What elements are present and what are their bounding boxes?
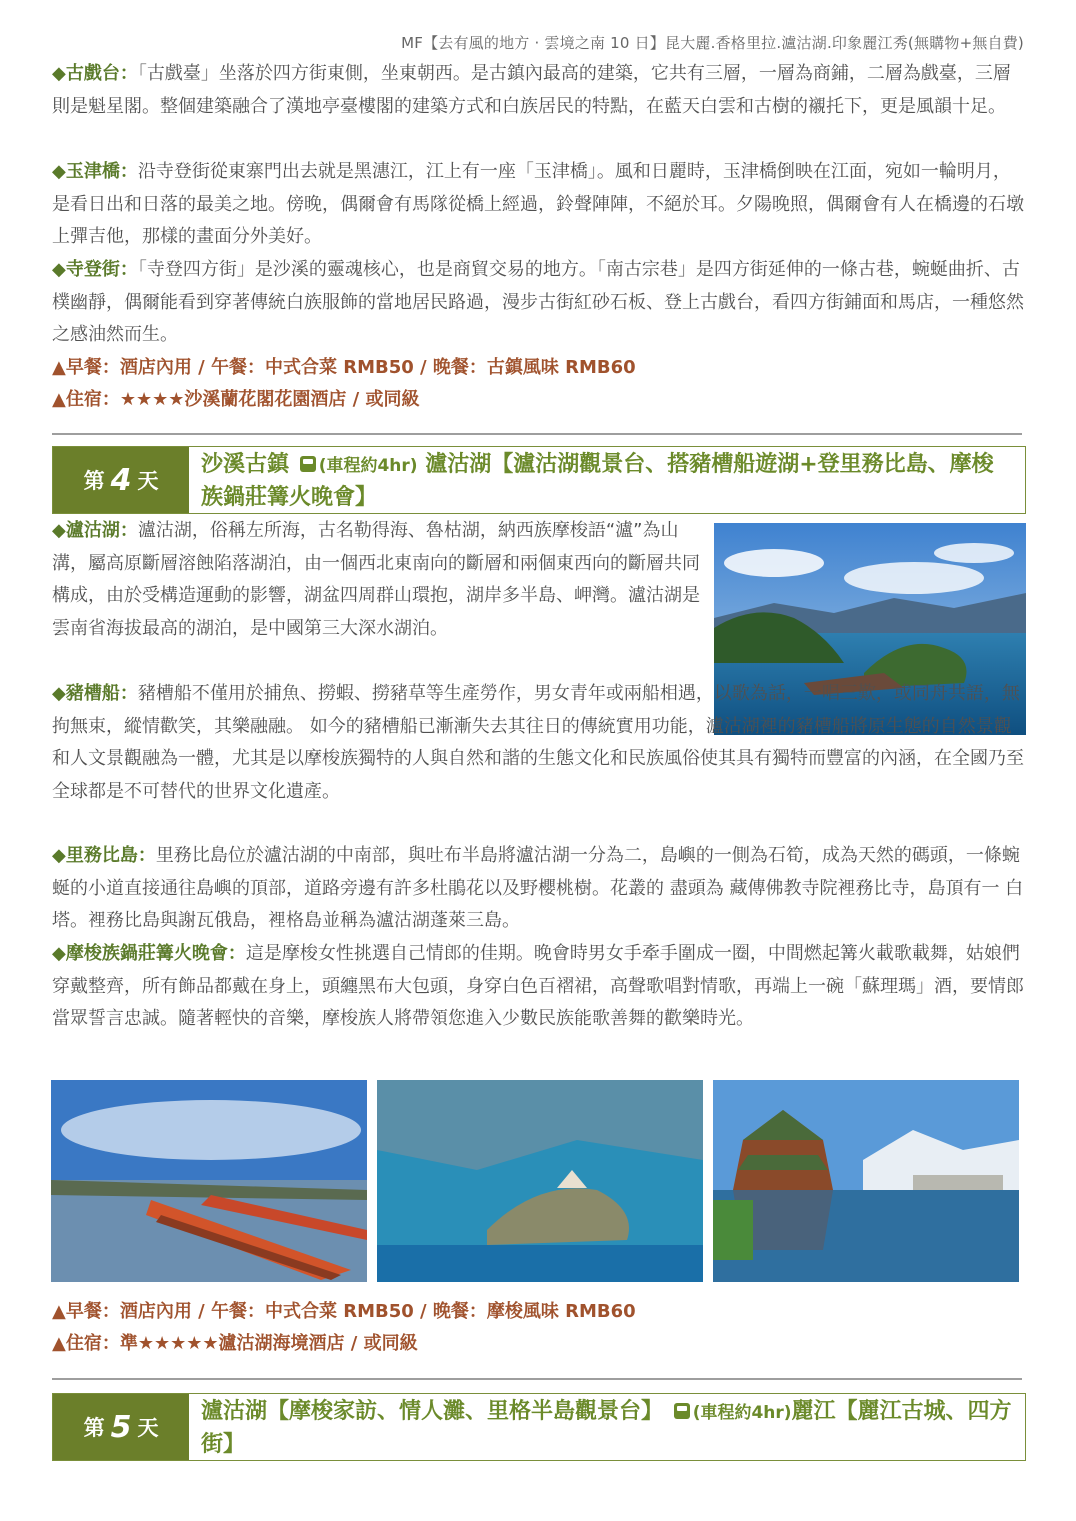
day3-meals: ▲早餐：酒店內用 / 午餐：中式合菜 RMB50 / 晚餐：古鎮風味 RMB60 [52,357,636,378]
day3-hotel: ▲住宿：★★★★沙溪蘭花閣花園酒店 / 或同級 [52,389,420,410]
day4-header [52,446,1026,514]
diamond-bullet-icon: ◆ [52,845,66,866]
day4-meals: ▲早餐：酒店內用 / 午餐：中式合菜 RMB50 / 晚餐：摩梭風味 RMB60 [52,1301,636,1322]
day4-hotel: ▲住宿：準★★★★★瀘沽湖海境酒店 / 或同級 [52,1333,418,1354]
item-old-stage [52,58,1026,123]
item-pig-trough-boat [52,678,1026,808]
day4-title [189,447,1025,513]
day-badge-prefix: 第 [83,1416,105,1440]
item-liwubi-island [52,840,1026,938]
item-sideng-street [52,254,1026,352]
item-text: 「寺登四方街」是沙溪的靈魂核心，也是商貿交易的地方。「南古宗巷」是四方街延伸的一條古巷，蜿蜒曲折、古樸幽靜，偶爾能看到穿著傳統白族服飾的當地居民路過，漫步古街紅砂石板、登上古戲台，看四方街鋪面和馬店，一種悠然之感油然而生。 [52,259,1024,345]
day-title-part: 沙溪古鎮 [201,452,290,477]
day-title-part: 麗江【麗江古城、四方街】 [201,1399,1012,1457]
section-divider [52,1378,1022,1380]
day-badge-number: 5 [110,1409,132,1445]
item-term: 豬槽船： [65,683,138,704]
day-title-part: 瀘沽湖【瀘沽湖觀景台、搭豬槽船遊湖+登里務比島、摩梭族鍋莊篝火晚會】 [201,452,994,510]
day-badge-number: 4 [110,462,132,498]
diamond-bullet-icon: ◆ [52,683,66,704]
diamond-bullet-icon: ◆ [52,63,66,84]
section-divider [52,433,1022,435]
item-term: 摩梭族鍋莊篝火晚會： [65,943,246,964]
day5-header [52,1393,1026,1461]
item-term: 瀘沽湖： [65,520,138,541]
boats-photo [51,1080,367,1282]
item-yujin-bridge [52,156,1026,254]
item-text: 里務比島位於瀘沽湖的中南部，與吐布半島將瀘沽湖一分為二，島嶼的一側為石筍，成為天然的碼頭，一條蜿蜒的小道直接通往島嶼的頂部，道路旁邊有許多杜鵑花以及野櫻桃樹。花叢的 盡頭為 藏傳佛教寺院裡務比寺，島頂有一 白塔。裡務比島與謝瓦俄島，裡格島並稱為瀘沽湖蓬萊三島。 [52,845,1024,931]
bus-icon [300,456,316,472]
running-header: MF【去有風的地方 · 雲境之南 10 日】昆大麗.香格里拉.瀘沽湖.印象麗江秀(無購物+無自費) [401,34,1024,52]
day5-title [189,1394,1025,1460]
item-text: 豬槽船不僅用於捕魚、撈蝦、撈豬草等生產勞作，男女青年或兩船相遇，以歌為話，一唱三歎，或同舟共語，無拘無束，縱情歡笑，其樂融融。 如今的豬槽船已漸漸失去其往日的傳統實用功能，瀘沽湖裡的豬槽船將原生態的自然景觀和人文景觀融為一體，尤其是以摩梭族獨特的人與自然和諧的生態文化和民族風俗使其具有獨特而豐富的內涵，在全國乃至全球都是不可替代的世界文化遺產。 [52,683,1024,802]
diamond-bullet-icon: ◆ [52,259,66,280]
item-bonfire-party [52,938,1026,1036]
item-text: 瀘沽湖，俗稱左所海，古名勒得海、魯枯湖，納西族摩梭語“瀘”為山溝，屬高原斷層溶蝕陷落湖泊，由一個西北東南向的斷層和兩個東西向的斷層共同構成，由於受構造運動的影響，湖盆四周群山環抱，湖岸多半島、岬灣。瀘沽湖是雲南省海拔最高的湖泊，是中國第三大深水湖泊。 [52,520,700,639]
diamond-bullet-icon: ◆ [52,520,66,541]
day-title-duration: (車程約4hr) [318,456,418,476]
diamond-bullet-icon: ◆ [52,943,66,964]
bus-icon [674,1403,690,1419]
item-term: 玉津橋： [65,161,138,182]
item-term: 里務比島： [65,845,156,866]
day-badge-prefix: 第 [83,469,105,493]
item-text: 沿寺登街從東寨門出去就是黑潓江，江上有一座「玉津橋」。風和日麗時，玉津橋倒映在江面，宛如一輪明月，是看日出和日落的最美之地。傍晚，偶爾會有馬隊從橋上經過，鈴聲陣陣，不絕於耳。夕陽晚照，偶爾會有人在橋邊的石墩上彈吉他，那樣的畫面分外美好。 [52,161,1024,247]
day-badge-suffix: 天 [137,1416,159,1440]
day-title-duration: (車程約4hr) [692,1403,792,1423]
day-title-part: 瀘沽湖【摩梭家訪、情人灘、里格半島觀景台】 [201,1399,664,1424]
item-lugu-lake [52,515,1026,645]
pavilion-photo [713,1080,1019,1282]
item-text: 「古戲臺」坐落於四方街東側，坐東朝西。是古鎮內最高的建築，它共有三層，一層為商鋪，二層為戲臺，三層則是魁星閣。整個建築融合了漢地亭臺樓閣的建築方式和白族居民的特點，在藍天白雲和古樹的襯托下，更是風韻十足。 [52,63,1011,117]
item-term: 古戲台： [65,63,138,84]
day4-badge [53,447,189,513]
island-photo [377,1080,703,1282]
item-text: 這是摩梭女性挑選自己情郎的佳期。晚會時男女手牽手圍成一圈，中間燃起篝火載歌載舞，姑娘們穿戴整齊，所有飾品都戴在身上，頭纏黑布大包頭，身穿白色百褶裙，高聲歌唱對情歌，再端上一碗「蘇理瑪」酒，要情郎當眾誓言忠誠。隨著輕快的音樂，摩梭族人將帶領您進入少數民族能歌善舞的歡樂時光。 [52,943,1024,1029]
item-term: 寺登街： [65,259,138,280]
day-badge-suffix: 天 [137,469,159,493]
day5-badge [53,1394,189,1460]
diamond-bullet-icon: ◆ [52,161,66,182]
